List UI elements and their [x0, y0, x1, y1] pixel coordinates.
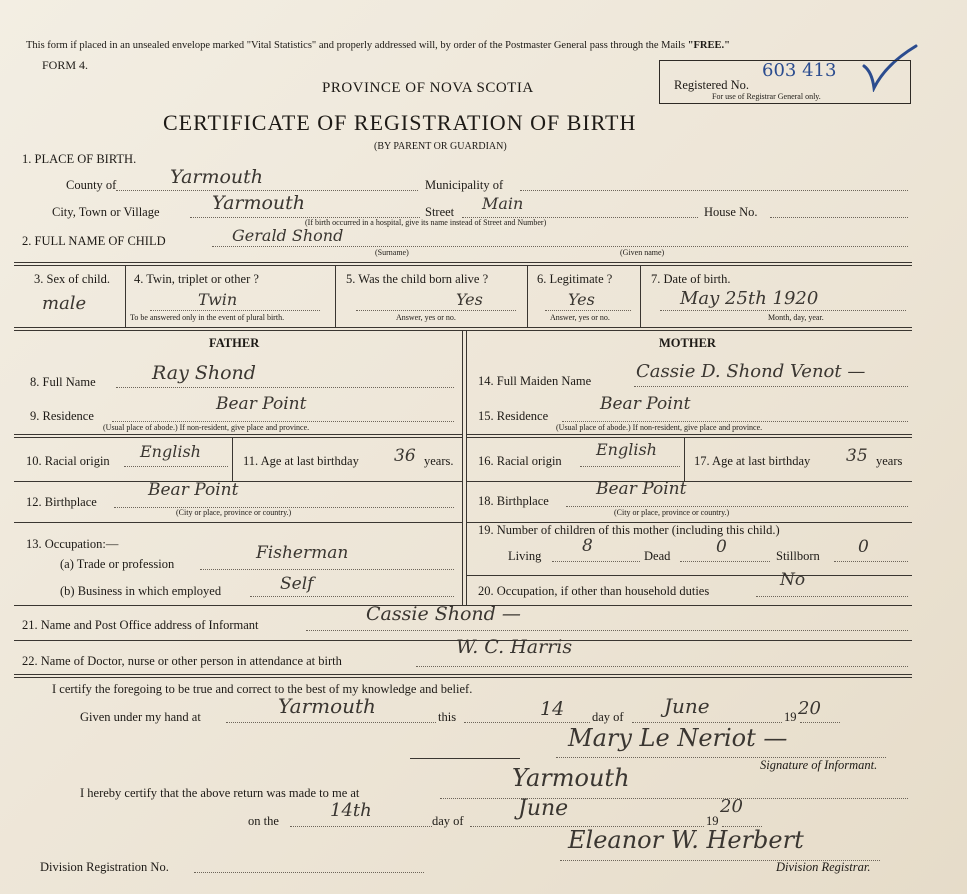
city-label: City, Town or Village [52, 205, 160, 219]
division-no-label: Division Registration No. [40, 860, 169, 874]
mother-maiden-value: Cassie D. Shond Venot — [636, 361, 866, 382]
alive-note: Answer, yes or no. [396, 313, 456, 322]
house-label: House No. [704, 205, 758, 219]
county-value: Yarmouth [170, 166, 264, 188]
informant-line [306, 630, 908, 631]
father-heading: FATHER [209, 336, 260, 350]
on-the-label: on the [248, 814, 279, 828]
divider [527, 265, 528, 327]
registrar-signature: Eleanor W. Herbert [568, 826, 804, 854]
mother-living-value: 8 [582, 536, 593, 556]
this-label: this [438, 710, 457, 724]
father-business-label: (b) Business in which employed [60, 584, 222, 598]
mother-birthplace-label: 18. Birthplace [478, 494, 549, 508]
registrar-day-line [290, 826, 432, 827]
divider [125, 265, 126, 327]
sex-value: male [42, 293, 87, 314]
father-age-unit: years. [424, 454, 454, 468]
informant-signature-label: Signature of Informant. [760, 758, 878, 772]
twin-line [150, 310, 320, 311]
mother-residence-line [562, 421, 908, 422]
county-label: County of [66, 178, 117, 192]
mother-birthplace-line [566, 506, 908, 507]
date-label: 7. Date of birth. [651, 272, 731, 286]
father-birthplace-value: Bear Point [148, 480, 239, 500]
alive-line [356, 310, 516, 311]
street-label: Street [425, 205, 455, 219]
given-name-note: (Given name) [620, 248, 665, 257]
mail-notice [26, 40, 730, 51]
divider [14, 330, 912, 331]
father-residence-label: 9. Residence [30, 409, 94, 423]
mother-dead-value: 0 [716, 537, 727, 557]
mother-age-label: 17. Age at last birthday [694, 454, 811, 468]
mother-racial-line [580, 466, 680, 467]
registrar-year-value: 20 [720, 796, 743, 817]
registrar-place-value: Yarmouth [512, 764, 630, 792]
year-prefix: 19 [784, 710, 797, 724]
registered-number: 603 413 [762, 60, 837, 81]
registrar-signature-label: Division Registrar. [776, 860, 871, 874]
registrar-place-line [440, 798, 908, 799]
sex-label: 3. Sex of child. [34, 272, 111, 286]
divider [14, 265, 912, 266]
father-age-label: 11. Age at last birthday [243, 454, 359, 468]
mother-heading: MOTHER [659, 336, 716, 350]
father-name-label: 8. Full Name [30, 375, 96, 389]
doctor-line [416, 666, 908, 667]
divider [466, 330, 467, 605]
mother-stillborn-label: Stillborn [776, 549, 820, 563]
father-trade-value: Fisherman [256, 543, 349, 563]
mother-maiden-label: 14. Full Maiden Name [478, 374, 592, 388]
divider [14, 437, 462, 438]
divider [462, 330, 463, 605]
division-no-line [194, 872, 424, 873]
divider [232, 437, 233, 481]
father-birthplace-label: 12. Birthplace [26, 495, 97, 509]
divider [684, 437, 685, 481]
mother-occupation-value: No [780, 570, 806, 590]
father-racial-line [124, 466, 228, 467]
doctor-value: W. C. Harris [456, 636, 573, 658]
mother-occupation-line [756, 596, 908, 597]
divider [466, 481, 912, 482]
given-month-value: June [664, 694, 710, 718]
mother-birthplace-note: (City or place, province or country.) [614, 508, 730, 517]
municipality-line [520, 190, 908, 191]
divider [14, 327, 912, 328]
mother-racial-label: 16. Racial origin [478, 454, 562, 468]
legit-line [545, 310, 631, 311]
city-value: Yarmouth [212, 192, 306, 214]
registrar-day-value: 14th [330, 800, 372, 821]
given-label: Given under my hand at [80, 710, 201, 724]
given-place-line [226, 722, 436, 723]
father-name-line [116, 387, 454, 388]
page-subtitle: (BY PARENT OR GUARDIAN) [374, 141, 507, 152]
child-name-line [212, 246, 908, 247]
twin-value: Twin [198, 290, 238, 309]
divider [14, 434, 462, 435]
form-number: FORM 4. [42, 58, 89, 72]
given-year-value: 20 [798, 698, 821, 719]
doctor-label: 22. Name of Doctor, nurse or other person in attendance at birth [22, 654, 342, 668]
divider [466, 575, 912, 576]
divider [14, 522, 462, 523]
divider [640, 265, 641, 327]
father-name-value: Ray Shond [152, 362, 256, 384]
mother-age-value: 35 [846, 446, 868, 466]
mother-occupation-label: 20. Occupation, if other than household duties [478, 584, 710, 598]
legit-value: Yes [568, 290, 595, 309]
mother-living-line [552, 561, 640, 562]
father-business-line [250, 596, 454, 597]
legit-label: 6. Legitimate ? [537, 272, 613, 286]
municipality-label: Municipality of [425, 178, 504, 192]
child-name-label: 2. FULL NAME OF CHILD [22, 234, 166, 248]
twin-note: To be answered only in the event of plural birth. [130, 313, 285, 322]
divider [14, 262, 912, 263]
province-title: PROVINCE OF NOVA SCOTIA [322, 80, 534, 96]
father-residence-value: Bear Point [216, 394, 307, 414]
given-year-line [800, 722, 840, 723]
given-day-value: 14 [540, 698, 565, 720]
date-note: Month, day, year. [768, 313, 824, 322]
divider [335, 265, 336, 327]
surname-note: (Surname) [375, 248, 409, 257]
father-business-value: Self [280, 574, 314, 594]
father-age-value: 36 [394, 446, 416, 466]
divider [14, 677, 912, 678]
hospital-note: (If birth occurred in a hospital, give its name instead of Street and Number) [305, 218, 547, 227]
mother-residence-value: Bear Point [600, 394, 691, 414]
mother-age-unit: years [876, 454, 903, 468]
father-trade-label: (a) Trade or profession [60, 557, 175, 571]
day-of-label: day of [592, 710, 624, 724]
given-month-line [632, 722, 782, 723]
father-occupation-label: 13. Occupation:— [26, 537, 119, 551]
date-value: May 25th 1920 [680, 288, 819, 309]
mail-notice-free: "FREE." [687, 40, 730, 51]
county-line [116, 190, 418, 191]
mother-stillborn-value: 0 [858, 537, 869, 557]
mother-residence-note: (Usual place of abode.) If non-resident, give place and province. [556, 423, 763, 432]
informant-label: 21. Name and Post Office address of Informant [22, 618, 259, 632]
divider [466, 437, 912, 438]
certify-text: I certify the foregoing to be true and correct to the best of my knowledge and belief. [52, 682, 473, 696]
registered-note: For use of Registrar General only. [712, 92, 821, 101]
registrar-day-of-label: day of [432, 814, 464, 828]
given-place-value: Yarmouth [278, 694, 376, 718]
father-birthplace-note: (City or place, province or country.) [176, 508, 292, 517]
mail-notice-text: This form if placed in an unsealed envelope marked "Vital Statistics" and properly addressed will, by order of the Postmaster General pass through the Mails [26, 40, 686, 51]
page-title: CERTIFICATE OF REGISTRATION OF BIRTH [163, 110, 637, 135]
mother-dead-line [680, 561, 770, 562]
alive-value: Yes [456, 290, 483, 309]
father-residence-note: (Usual place of abode.) If non-resident, give place and province. [103, 423, 310, 432]
child-name-value: Gerald Shond [232, 226, 344, 245]
mother-living-label: Living [508, 549, 542, 563]
mother-residence-label: 15. Residence [478, 409, 549, 423]
registrar-text: I hereby certify that the above return was made to me at [80, 786, 360, 800]
divider [14, 674, 912, 675]
mother-racial-value: English [596, 440, 657, 459]
place-of-birth-heading: 1. PLACE OF BIRTH. [22, 152, 137, 166]
mother-birthplace-value: Bear Point [596, 479, 687, 499]
mother-children-label: 19. Number of children of this mother (including this child.) [478, 523, 780, 537]
street-value: Main [482, 194, 524, 213]
registrar-year-prefix: 19 [706, 814, 719, 828]
informant-signature: Mary Le Neriot — [568, 724, 788, 752]
house-line [770, 217, 908, 218]
informant-value: Cassie Shond — [366, 603, 521, 625]
father-racial-value: English [140, 442, 201, 461]
father-trade-line [200, 569, 454, 570]
divider [466, 434, 912, 435]
legit-note: Answer, yes or no. [550, 313, 610, 322]
father-racial-label: 10. Racial origin [26, 454, 110, 468]
divider [410, 758, 520, 759]
registrar-month-value: June [518, 796, 569, 821]
registered-label: Registered No. [674, 78, 749, 92]
mother-maiden-line [634, 386, 908, 387]
twin-label: 4. Twin, triplet or other ? [134, 272, 259, 286]
mother-dead-label: Dead [644, 549, 671, 563]
given-day-line [464, 722, 590, 723]
date-line [660, 310, 906, 311]
father-residence-line [112, 421, 454, 422]
alive-label: 5. Was the child born alive ? [346, 272, 489, 286]
mother-stillborn-line [834, 561, 908, 562]
